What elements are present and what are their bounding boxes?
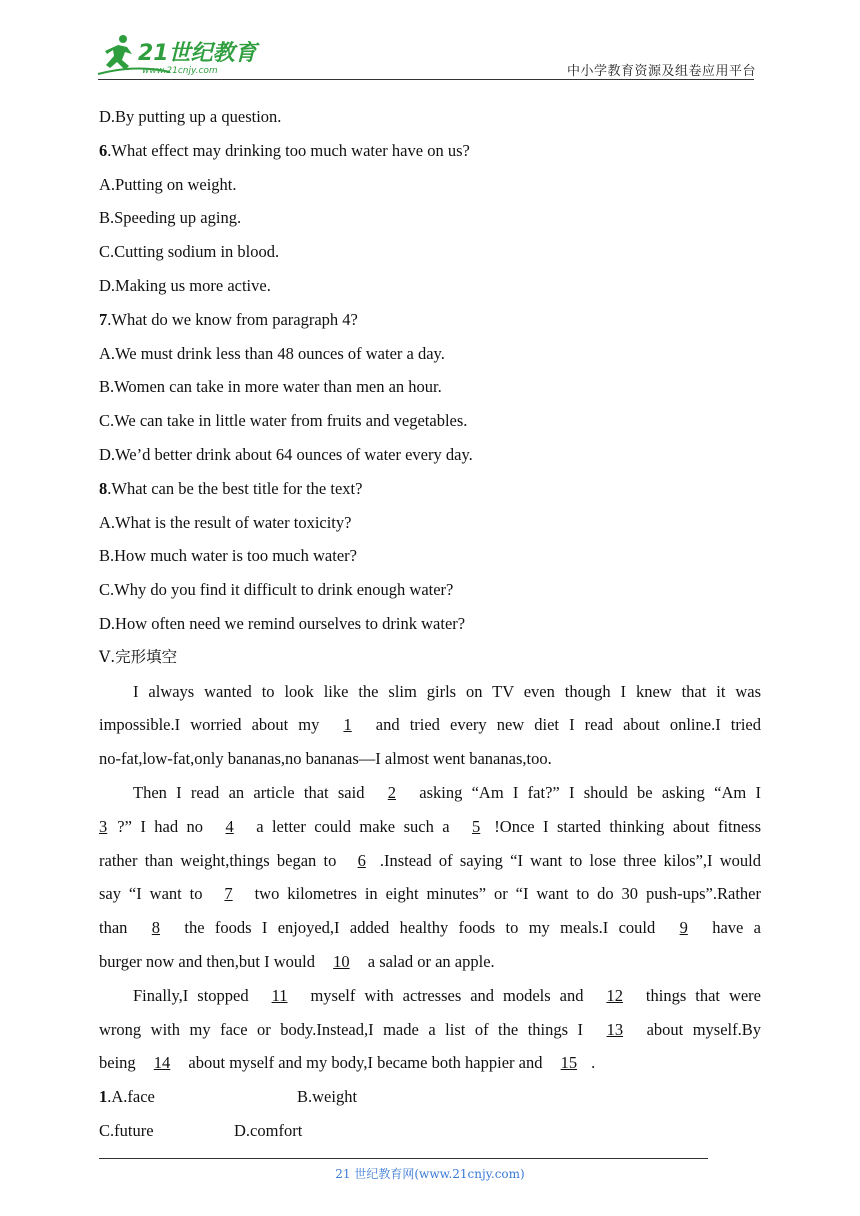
question-7	[99, 303, 761, 337]
text-run: than	[99, 918, 128, 938]
svg-text:21世纪教育: 21世纪教育	[138, 41, 257, 66]
cloze-options-row-2	[99, 1114, 761, 1148]
text-run: two kilometres in eight minutes” or “I want to do 30 push-ups”.Rather	[254, 884, 761, 904]
cloze-blank-12: 12	[606, 985, 623, 1005]
q7-option-d: D.We’d better drink about 64 ounces of water every day.	[99, 444, 473, 464]
text-run: being	[99, 1053, 136, 1073]
text-run: ?” I had no	[117, 816, 204, 836]
cloze-blank-13: 13	[606, 1019, 624, 1039]
paragraph-line	[99, 708, 761, 742]
text-run: have a	[712, 918, 761, 938]
cloze-blank-14: 14	[153, 1053, 171, 1073]
option-a-text: .A.face	[107, 1087, 155, 1107]
cloze-blank-8: 8	[151, 918, 161, 938]
question-text: .What effect may drinking too much water have on us?	[107, 140, 470, 160]
text-run: impossible.I worried about my	[99, 715, 320, 735]
cloze-blank-4: 4	[225, 816, 234, 836]
svg-text:www.21cnjy.com: www.21cnjy.com	[142, 66, 218, 76]
q6-option-b: B.Speeding up aging.	[99, 208, 242, 228]
text-run: asking “Am I fat?” I should be asking “Am I	[419, 782, 762, 802]
question-6	[99, 134, 761, 168]
q8-option-c: C.Why do you find it difficult to drink enough water?	[99, 580, 454, 600]
paragraph-line	[99, 1013, 761, 1047]
cloze-blank-7: 7	[224, 884, 233, 904]
q8-option-a: A.What is the result of water toxicity?	[99, 512, 352, 532]
cloze-blank-15: 15	[560, 1053, 578, 1073]
paragraph-line	[99, 1046, 761, 1080]
option-c: C.future	[99, 1120, 154, 1140]
q8-option-b: B.How much water is too much water?	[99, 546, 357, 566]
cloze-blank-5: 5	[472, 816, 481, 836]
text-run: about myself and my body,I became both happier and	[188, 1053, 543, 1073]
text-run: say “I want to	[99, 884, 203, 904]
cloze-blank-6: 6	[357, 850, 366, 870]
option-a	[99, 1080, 155, 1114]
question-text: .What can be the best title for the text?	[107, 478, 363, 498]
paragraph-line	[99, 776, 761, 810]
text-run: and tried every new diet I read about online.I tried	[375, 715, 762, 735]
cloze-blank-10: 10	[333, 951, 350, 971]
option-d: D.comfort	[234, 1120, 303, 1140]
question-number: 8	[99, 478, 108, 498]
option-b: B.weight	[297, 1087, 358, 1107]
header-platform-text: 中小学教育资源及组卷应用平台	[566, 64, 756, 79]
text-run: the foods I enjoyed,I added healthy foods to my meals.I could	[184, 918, 656, 938]
cloze-blank-1: 1	[343, 715, 352, 735]
cloze-options-row-1	[99, 1080, 761, 1114]
q7-option-c: C.We can take in little water from fruits and vegetables.	[99, 411, 468, 431]
footer-divider	[99, 1158, 708, 1159]
q6-option-c: C.Cutting sodium in blood.	[99, 242, 280, 262]
paragraph-line: I always wanted to look like the slim girls on TV even though I knew that it was	[133, 681, 761, 701]
question-text: .What do we know from paragraph 4?	[107, 309, 358, 329]
cloze-blank-11: 11	[271, 985, 288, 1005]
question-number: 6	[99, 140, 108, 160]
text-run: myself with actresses and models and	[310, 985, 584, 1005]
cloze-blank-2: 2	[387, 782, 396, 802]
paragraph-line	[99, 810, 761, 844]
text-run: !Once I started thinking about fitness	[494, 816, 762, 836]
page-header	[0, 0, 860, 82]
option-number: 1	[99, 1087, 108, 1107]
cloze-blank-3: 3	[99, 816, 108, 836]
cloze-blank-9: 9	[679, 918, 688, 938]
text-run: about myself.By	[646, 1019, 762, 1039]
paragraph-line	[99, 979, 761, 1013]
paragraph-line	[99, 945, 761, 979]
paragraph-line	[99, 844, 761, 878]
text-run: .	[591, 1053, 596, 1073]
footer-link[interactable]: 21 世纪教育网(www.21cnjy.com)	[335, 1167, 525, 1181]
passage-paragraph-1	[99, 675, 761, 776]
text-run: Finally,I stopped	[133, 985, 249, 1005]
paragraph-line	[99, 877, 761, 911]
runner-logo-icon	[96, 34, 266, 78]
question-number: 7	[99, 309, 108, 329]
question-8	[99, 472, 761, 506]
text-run: rather than weight,things began to	[99, 850, 337, 870]
passage-paragraph-2	[99, 776, 761, 979]
q5-option-d: D.By putting up a question.	[99, 107, 282, 126]
passage-paragraph-3	[99, 979, 761, 1080]
text-run: things that were	[645, 985, 761, 1005]
text-run: wrong with my face or body.Instead,I made a list of the things I	[99, 1019, 584, 1039]
q8-option-d: D.How often need we remind ourselves to drink water?	[99, 613, 466, 633]
q7-option-a: A.We must drink less than 48 ounces of water a day.	[99, 343, 445, 363]
paragraph-line: no-fat,low-fat,only bananas,no bananas—I almost went bananas,too.	[99, 749, 552, 769]
text-run: a salad or an apple.	[367, 951, 495, 971]
text-run: a letter could make such a	[256, 816, 450, 836]
q6-option-a: A.Putting on weight.	[99, 174, 237, 194]
header-divider	[98, 79, 754, 80]
section-title: Ⅴ.完形填空	[99, 647, 178, 666]
document-body	[99, 100, 761, 1148]
paragraph-line	[99, 911, 761, 945]
q7-option-b: B.Women can take in more water than men an hour.	[99, 377, 442, 397]
text-run: burger now and then,but I would	[99, 951, 315, 971]
text-run: .Instead of saying “I want to lose three kilos”,I would	[379, 850, 762, 870]
site-logo[interactable]	[96, 34, 266, 78]
text-run: Then I read an article that said	[133, 782, 365, 802]
q6-option-d: D.Making us more active.	[99, 275, 271, 295]
